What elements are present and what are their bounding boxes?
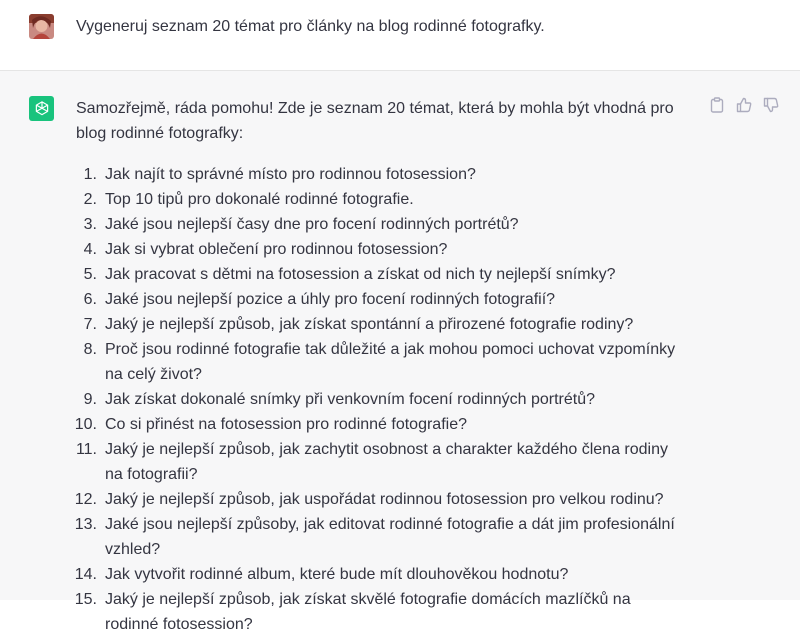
list-item (76, 337, 676, 387)
list-item-text: Jak pracovat s dětmi na fotosession a získat od nich ty nejlepší snímky? (105, 266, 616, 283)
list-item-text: Jaký je nejlepší způsob, jak získat skvělé fotografie domácích mazlíčků na rodinné fotosession? (105, 591, 631, 633)
list-item (76, 512, 676, 562)
thumbs-down-icon[interactable] (762, 96, 780, 114)
list-item-number: 6. (83, 291, 97, 308)
list-item (76, 212, 676, 237)
list-item-text: Jak najít to správné místo pro rodinnou fotosession? (105, 166, 476, 183)
list-item-number: 2. (83, 191, 97, 208)
list-item-text: Jaké jsou nejlepší způsoby, jak editovat rodinné fotografie a dát jim profesionální vzhled? (105, 516, 675, 558)
list-item-number: 1. (83, 166, 97, 183)
list-item-text: Jaký je nejlepší způsob, jak uspořádat rodinnou fotosession pro velkou rodinu? (105, 491, 664, 508)
response-intro: Samozřejmě, ráda pomohu! Zde je seznam 20 témat, která by mohla být vhodná pro blog rodinné fotografky: (76, 100, 674, 142)
list-item (76, 387, 676, 412)
list-item-text: Jak získat dokonalé snímky při venkovním focení rodinných portrétů? (105, 391, 596, 408)
list-item (76, 262, 676, 287)
list-item-number: 4. (83, 241, 97, 258)
list-item-number: 8. (83, 341, 97, 358)
user-message-row (0, 0, 800, 71)
list-item-text: Co si přinést na fotosession pro rodinné fotografie? (105, 416, 467, 433)
list-item (76, 312, 676, 337)
thumbs-up-icon[interactable] (735, 96, 753, 114)
list-item-text: Proč jsou rodinné fotografie tak důležité a jak mohou pomoci uchovat vzpomínky na celý život? (105, 341, 676, 383)
list-item-number: 11. (75, 441, 97, 458)
list-item (76, 587, 676, 637)
list-item-number: 3. (83, 216, 97, 233)
list-item-text: Jak si vybrat oblečení pro rodinnou fotosession? (105, 241, 448, 258)
list-item-number: 5. (83, 266, 97, 283)
list-item-number: 12. (74, 491, 97, 508)
list-item (76, 437, 676, 487)
list-item-text: Jak vytvořit rodinné album, které bude mít dlouhověkou hodnotu? (105, 566, 569, 583)
openai-logo-icon (29, 96, 54, 121)
list-item-text: Jaký je nejlepší způsob, jak získat spontánní a přirozené fotografie rodiny? (105, 316, 634, 333)
list-item-number: 14. (74, 566, 97, 583)
topic-list (76, 162, 676, 637)
list-item (76, 487, 676, 512)
list-item-text: Top 10 tipů pro dokonalé rodinné fotografie. (105, 191, 414, 208)
list-item-number: 13. (74, 516, 97, 533)
user-avatar (29, 14, 54, 39)
message-actions (708, 96, 780, 114)
list-item (76, 562, 676, 587)
list-item (76, 412, 676, 437)
user-prompt: Vygeneruj seznam 20 témat pro články na blog rodinné fotografky. (76, 18, 545, 35)
list-item-number: 7. (83, 316, 97, 333)
assistant-response (76, 96, 676, 637)
list-item-number: 9. (83, 391, 97, 408)
list-item-number: 15. (74, 591, 97, 608)
list-item (76, 187, 676, 212)
list-item (76, 162, 676, 187)
list-item-text: Jaké jsou nejlepší pozice a úhly pro focení rodinných fotografií? (105, 291, 556, 308)
list-item (76, 287, 676, 312)
clipboard-icon[interactable] (708, 96, 726, 114)
assistant-message-row (0, 71, 800, 633)
list-item (76, 237, 676, 262)
list-item-text: Jaké jsou nejlepší časy dne pro focení rodinných portrétů? (105, 216, 519, 233)
list-item-text: Jaký je nejlepší způsob, jak zachytit osobnost a charakter každého člena rodiny na fotografii? (105, 441, 668, 483)
list-item-number: 10. (74, 416, 97, 433)
